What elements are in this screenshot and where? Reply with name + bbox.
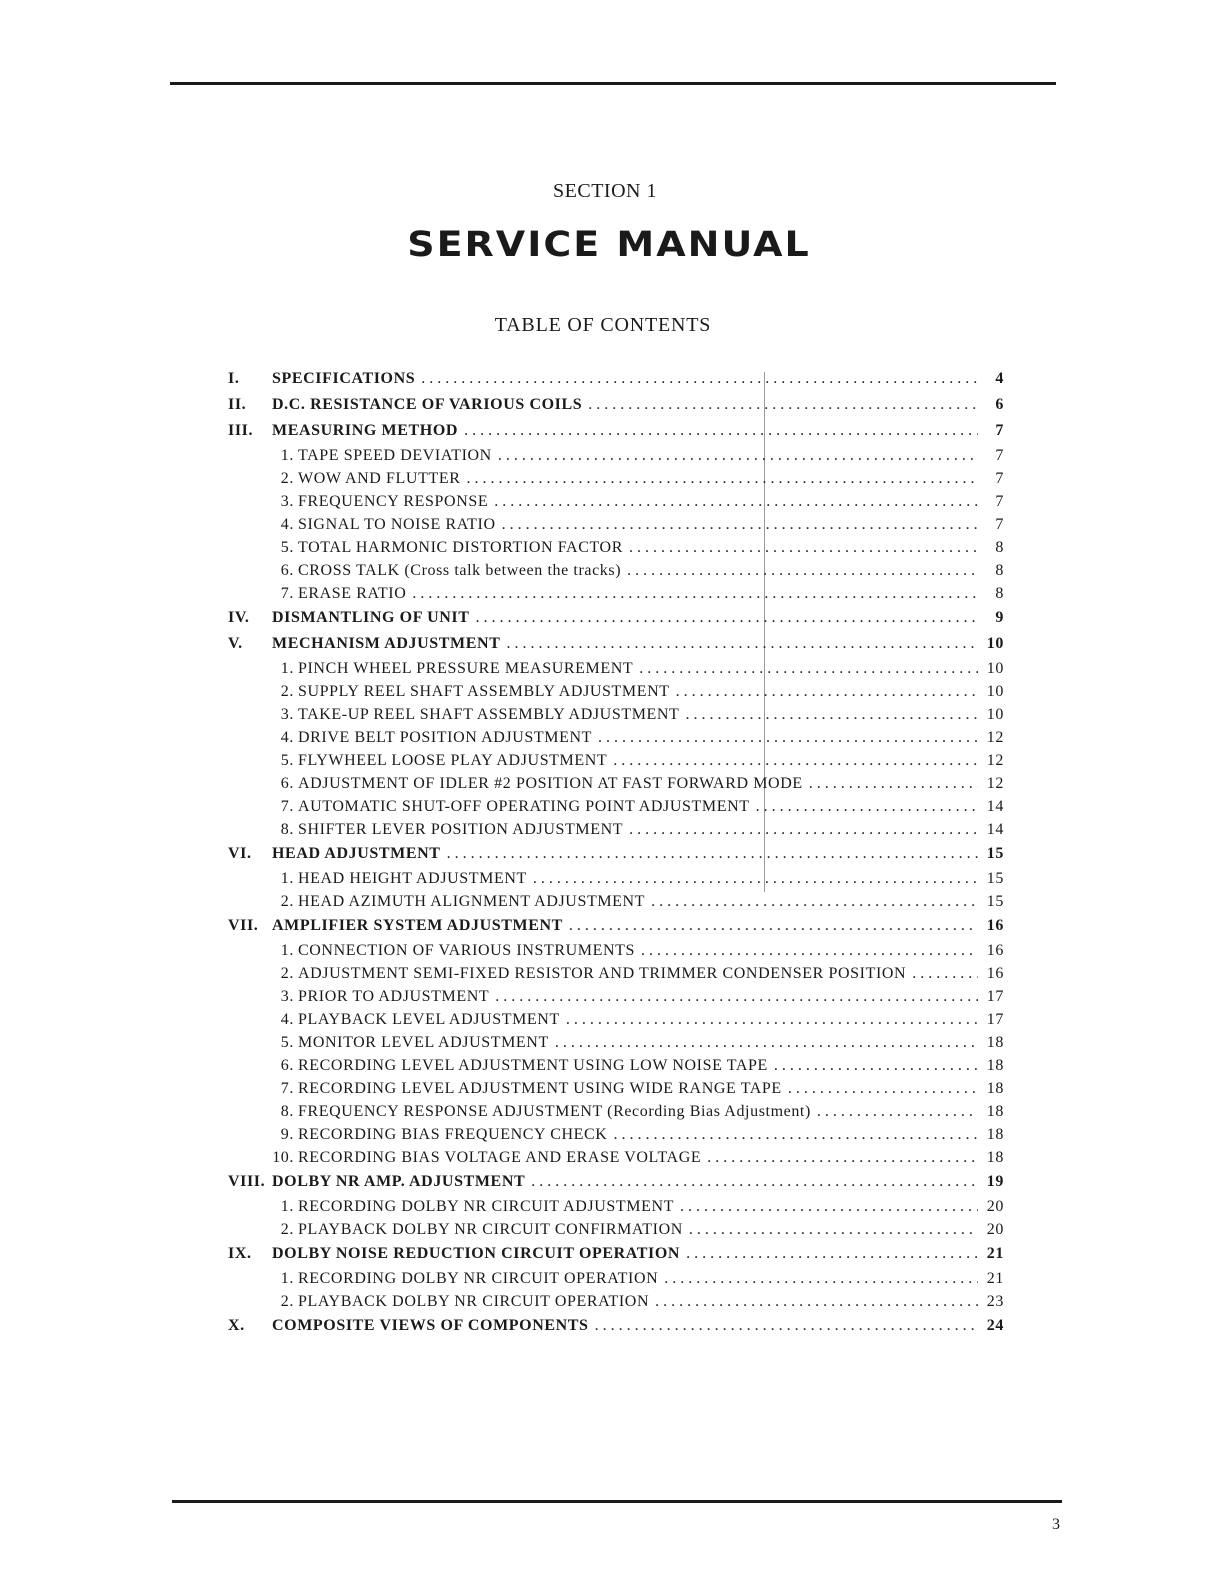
toc-subsection-number: 4.: [280, 516, 294, 533]
toc-subsection-row: [228, 939, 1004, 962]
toc-subsection-number: 8.: [280, 1103, 294, 1120]
toc-dot-leader: [655, 1290, 978, 1309]
toc-page-number: 7: [995, 470, 1004, 487]
toc-section-number: I.: [228, 370, 240, 387]
toc-page-number: 20: [986, 1221, 1004, 1238]
toc-page-number: 8: [995, 585, 1004, 602]
toc-page-number: 18: [986, 1080, 1004, 1097]
toc-dot-leader: [588, 393, 978, 412]
toc-entry-title: MEASURING METHOD: [272, 422, 459, 439]
toc-entry-title: COMPOSITE VIEWS OF COMPONENTS: [272, 1317, 589, 1334]
toc-dot-leader: [495, 985, 978, 1004]
toc-section-row: [228, 1241, 1004, 1267]
toc-section-number: X.: [228, 1317, 245, 1334]
toc-entry-title: MONITOR LEVEL ADJUSTMENT: [298, 1034, 549, 1051]
toc-subsection-row: [228, 818, 1004, 841]
toc-subsection-row: [228, 703, 1004, 726]
toc-page-number: 9: [995, 609, 1004, 626]
toc-entry-title: FLYWHEEL LOOSE PLAY ADJUSTMENT: [298, 752, 608, 769]
toc-dot-leader: [788, 1077, 978, 1096]
toc-section-number: II.: [228, 396, 247, 413]
toc-entry-title: RECORDING DOLBY NR CIRCUIT ADJUSTMENT: [298, 1198, 674, 1215]
bottom-rule: [172, 1500, 1062, 1503]
toc-entry-title: CROSS TALK (Cross talk between the tracks): [298, 562, 622, 579]
page-number: 3: [1052, 1516, 1060, 1533]
toc-subsection-number: 6.: [280, 562, 294, 579]
toc-subsection-number: 1.: [280, 1198, 294, 1215]
toc-entry-title: PLAYBACK DOLBY NR CIRCUIT OPERATION: [298, 1293, 650, 1310]
toc-entry-title: RECORDING BIAS FREQUENCY CHECK: [298, 1126, 608, 1143]
top-rule: [170, 82, 1056, 85]
toc-page-number: 18: [986, 1149, 1004, 1166]
toc-dot-leader: [817, 1100, 978, 1119]
toc-subsection-number: 5.: [280, 752, 294, 769]
toc-dot-leader: [533, 867, 978, 886]
toc-page-number: 21: [986, 1270, 1004, 1287]
toc-section-row: [228, 841, 1004, 867]
toc-page-number: 21: [986, 1245, 1004, 1262]
toc-dot-leader: [629, 536, 978, 555]
toc-subsection-row: [228, 1267, 1004, 1290]
toc-section-number: V.: [228, 635, 243, 652]
toc-subsection-row: [228, 1195, 1004, 1218]
toc-subsection-number: 1.: [280, 1270, 294, 1287]
toc-page-number: 15: [986, 893, 1004, 910]
toc-section-number: VI.: [228, 845, 252, 862]
toc-subsection-number: 2.: [280, 893, 294, 910]
toc-page-number: 10: [986, 635, 1004, 652]
toc-subsection-number: 6.: [280, 1057, 294, 1074]
toc-subsection-row: [228, 1008, 1004, 1031]
toc-subsection-row: [228, 582, 1004, 605]
toc-dot-leader: [809, 772, 978, 791]
toc-page-number: 7: [995, 422, 1004, 439]
toc-subsection-row: [228, 559, 1004, 582]
toc-subsection-row: [228, 772, 1004, 795]
toc-subsection-number: 3.: [280, 988, 294, 1005]
toc-subsection-number: 2.: [280, 1221, 294, 1238]
toc-subsection-number: 8.: [280, 821, 294, 838]
toc-subsection-number: 3.: [280, 493, 294, 510]
toc-dot-leader: [613, 1123, 978, 1142]
toc-section-row: [228, 913, 1004, 939]
toc-page-number: 18: [986, 1126, 1004, 1143]
table-of-contents: [228, 366, 1004, 1339]
toc-entry-title: RECORDING LEVEL ADJUSTMENT USING LOW NOISE TAPE: [298, 1057, 768, 1074]
toc-section-row: [228, 1169, 1004, 1195]
toc-entry-title: AMPLIFIER SYSTEM ADJUSTMENT: [272, 917, 563, 934]
toc-dot-leader: [680, 1195, 978, 1214]
toc-heading: TABLE OF CONTENTS: [494, 314, 712, 336]
toc-dot-leader: [595, 1314, 978, 1333]
toc-dot-leader: [531, 1170, 978, 1189]
toc-entry-title: TOTAL HARMONIC DISTORTION FACTOR: [298, 539, 623, 556]
toc-dot-leader: [707, 1146, 978, 1165]
toc-subsection-number: 6.: [280, 775, 294, 792]
toc-subsection-number: 1.: [280, 447, 294, 464]
toc-dot-leader: [641, 939, 978, 958]
toc-page-number: 15: [986, 845, 1004, 862]
toc-entry-title: RECORDING BIAS VOLTAGE AND ERASE VOLTAGE: [298, 1149, 702, 1166]
toc-page-number: 12: [986, 752, 1004, 769]
toc-subsection-row: [228, 1077, 1004, 1100]
section-label: SECTION 1: [553, 180, 657, 202]
toc-page-number: 15: [986, 870, 1004, 887]
toc-section-row: [228, 1313, 1004, 1339]
toc-dot-leader: [689, 1218, 978, 1237]
toc-page-number: 7: [995, 516, 1004, 533]
toc-entry-title: HEAD AZIMUTH ALIGNMENT ADJUSTMENT: [298, 893, 646, 910]
toc-entry-title: SUPPLY REEL SHAFT ASSEMBLY ADJUSTMENT: [298, 683, 670, 700]
toc-subsection-number: 1.: [280, 660, 294, 677]
page-title: SERVICE MANUAL: [407, 223, 811, 265]
toc-entry-title: RECORDING DOLBY NR CIRCUIT OPERATION: [298, 1270, 659, 1287]
toc-subsection-row: [228, 657, 1004, 680]
toc-page-number: 12: [986, 775, 1004, 792]
toc-entry-title: TAKE-UP REEL SHAFT ASSEMBLY ADJUSTMENT: [298, 706, 680, 723]
toc-subsection-number: 7.: [280, 585, 294, 602]
toc-dot-leader: [912, 962, 978, 981]
toc-subsection-row: [228, 1290, 1004, 1313]
toc-dot-leader: [676, 680, 978, 699]
toc-page-number: 7: [995, 447, 1004, 464]
toc-page-number: 24: [986, 1317, 1004, 1334]
toc-page-number: 14: [986, 821, 1004, 838]
toc-page-number: 8: [995, 539, 1004, 556]
toc-subsection-number: 1.: [280, 942, 294, 959]
toc-subsection-row: [228, 680, 1004, 703]
toc-entry-title: PLAYBACK DOLBY NR CIRCUIT CONFIRMATION: [298, 1221, 683, 1238]
toc-subsection-number: 2.: [280, 683, 294, 700]
toc-page-number: 4: [995, 370, 1004, 387]
toc-subsection-row: [228, 536, 1004, 559]
toc-subsection-number: 10.: [272, 1149, 294, 1166]
toc-entry-title: ADJUSTMENT OF IDLER #2 POSITION AT FAST FORWARD MODE: [298, 775, 803, 792]
toc-section-row: [228, 366, 1004, 392]
toc-page-number: 16: [986, 965, 1004, 982]
toc-entry-title: FREQUENCY RESPONSE: [298, 493, 489, 510]
toc-page-number: 7: [995, 493, 1004, 510]
toc-dot-leader: [555, 1031, 978, 1050]
toc-page-number: 10: [986, 660, 1004, 677]
toc-subsection-row: [228, 467, 1004, 490]
toc-entry-title: RECORDING LEVEL ADJUSTMENT USING WIDE RANGE TAPE: [298, 1080, 782, 1097]
toc-section-row: [228, 631, 1004, 657]
toc-dot-leader: [466, 467, 978, 486]
toc-dot-leader: [502, 513, 978, 532]
toc-page-number: 14: [986, 798, 1004, 815]
toc-subsection-number: 2.: [280, 470, 294, 487]
toc-page-number: 16: [986, 942, 1004, 959]
toc-page-number: 17: [986, 1011, 1004, 1028]
toc-section-number: VIII.: [228, 1173, 266, 1190]
toc-entry-title: DOLBY NR AMP. ADJUSTMENT: [272, 1173, 526, 1190]
toc-subsection-number: 3.: [280, 706, 294, 723]
toc-subsection-number: 5.: [280, 1034, 294, 1051]
toc-dot-leader: [566, 1008, 978, 1027]
toc-page-number: 6: [995, 396, 1004, 413]
toc-section-row: [228, 605, 1004, 631]
toc-subsection-row: [228, 1218, 1004, 1241]
toc-subsection-row: [228, 1123, 1004, 1146]
toc-entry-title: FREQUENCY RESPONSE ADJUSTMENT (Recording Bias Adjustment): [298, 1103, 811, 1120]
toc-dot-leader: [651, 890, 978, 909]
toc-section-row: [228, 418, 1004, 444]
toc-entry-title: ADJUSTMENT SEMI-FIXED RESISTOR AND TRIMMER CONDENSER POSITION: [298, 965, 907, 982]
toc-entry-title: HEAD HEIGHT ADJUSTMENT: [298, 870, 527, 887]
toc-dot-leader: [498, 444, 978, 463]
toc-subsection-number: 2.: [280, 1293, 294, 1310]
toc-entry-title: SIGNAL TO NOISE RATIO: [298, 516, 496, 533]
toc-dot-leader: [412, 582, 978, 601]
toc-dot-leader: [639, 657, 978, 676]
toc-subsection-row: [228, 1031, 1004, 1054]
toc-entry-title: MECHANISM ADJUSTMENT: [272, 635, 501, 652]
toc-subsection-row: [228, 985, 1004, 1008]
toc-dot-leader: [613, 749, 978, 768]
toc-entry-title: SPECIFICATIONS: [272, 370, 416, 387]
toc-section-number: VII.: [228, 917, 259, 934]
toc-subsection-row: [228, 1100, 1004, 1123]
toc-section-row: [228, 392, 1004, 418]
toc-subsection-row: [228, 962, 1004, 985]
toc-subsection-number: 4.: [280, 1011, 294, 1028]
toc-section-number: IX.: [228, 1245, 252, 1262]
toc-subsection-number: 7.: [280, 798, 294, 815]
toc-page-number: 16: [986, 917, 1004, 934]
toc-page-number: 23: [986, 1293, 1004, 1310]
toc-section-number: III.: [228, 422, 254, 439]
toc-dot-leader: [598, 726, 978, 745]
toc-subsection-number: 7.: [280, 1080, 294, 1097]
toc-dot-leader: [664, 1267, 978, 1286]
toc-subsection-number: 2.: [280, 965, 294, 982]
toc-entry-title: TAPE SPEED DEVIATION: [298, 447, 492, 464]
toc-subsection-row: [228, 1146, 1004, 1169]
toc-page-number: 18: [986, 1057, 1004, 1074]
toc-entry-title: WOW AND FLUTTER: [298, 470, 461, 487]
toc-subsection-number: 9.: [280, 1126, 294, 1143]
toc-subsection-row: [228, 1054, 1004, 1077]
toc-entry-title: D.C. RESISTANCE OF VARIOUS COILS: [272, 396, 583, 413]
toc-dot-leader: [447, 842, 978, 861]
toc-dot-leader: [506, 632, 978, 651]
toc-dot-leader: [756, 795, 978, 814]
toc-entry-title: CONNECTION OF VARIOUS INSTRUMENTS: [298, 942, 636, 959]
toc-page-number: 12: [986, 729, 1004, 746]
toc-entry-title: PLAYBACK LEVEL ADJUSTMENT: [298, 1011, 560, 1028]
toc-entry-title: PINCH WHEEL PRESSURE MEASUREMENT: [298, 660, 634, 677]
toc-page-number: 17: [986, 988, 1004, 1005]
toc-dot-leader: [686, 1242, 978, 1261]
toc-entry-title: DISMANTLING OF UNIT: [272, 609, 470, 626]
toc-subsection-row: [228, 795, 1004, 818]
toc-entry-title: ERASE RATIO: [298, 585, 407, 602]
toc-entry-title: AUTOMATIC SHUT-OFF OPERATING POINT ADJUSTMENT: [298, 798, 750, 815]
toc-dot-leader: [464, 419, 978, 438]
toc-subsection-row: [228, 513, 1004, 536]
toc-dot-leader: [774, 1054, 978, 1073]
toc-dot-leader: [629, 818, 978, 837]
toc-page-number: 18: [986, 1034, 1004, 1051]
toc-entry-title: DOLBY NOISE REDUCTION CIRCUIT OPERATION: [272, 1245, 681, 1262]
toc-subsection-row: [228, 444, 1004, 467]
toc-dot-leader: [685, 703, 978, 722]
toc-page-number: 18: [986, 1103, 1004, 1120]
toc-dot-leader: [627, 559, 978, 578]
toc-page-number: 8: [995, 562, 1004, 579]
toc-dot-leader: [421, 367, 978, 386]
toc-dot-leader: [476, 606, 979, 625]
toc-subsection-number: 4.: [280, 729, 294, 746]
toc-subsection-number: 1.: [280, 870, 294, 887]
toc-subsection-row: [228, 867, 1004, 890]
toc-entry-title: DRIVE BELT POSITION ADJUSTMENT: [298, 729, 593, 746]
toc-section-number: IV.: [228, 609, 250, 626]
toc-subsection-row: [228, 490, 1004, 513]
toc-page-number: 20: [986, 1198, 1004, 1215]
toc-dot-leader: [494, 490, 978, 509]
toc-subsection-row: [228, 726, 1004, 749]
toc-subsection-number: 5.: [280, 539, 294, 556]
toc-entry-title: HEAD ADJUSTMENT: [272, 845, 441, 862]
toc-subsection-row: [228, 749, 1004, 772]
toc-page-number: 19: [986, 1173, 1004, 1190]
toc-page-number: 10: [986, 706, 1004, 723]
toc-entry-title: SHIFTER LEVER POSITION ADJUSTMENT: [298, 821, 624, 838]
toc-subsection-row: [228, 890, 1004, 913]
toc-entry-title: PRIOR TO ADJUSTMENT: [298, 988, 490, 1005]
toc-page-number: 10: [986, 683, 1004, 700]
toc-dot-leader: [569, 914, 978, 933]
